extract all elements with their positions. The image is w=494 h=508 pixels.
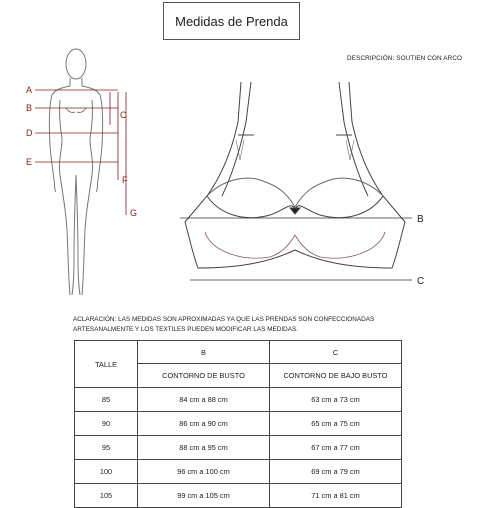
b-subheader: CONTORNO DE BUSTO (138, 364, 270, 388)
label-a: A (26, 85, 33, 95)
talle-cell: 90 (75, 412, 138, 436)
table-row (75, 460, 402, 484)
bra-illustration (185, 82, 405, 268)
bust-cell: 86 cm a 90 cm (138, 412, 270, 436)
bust-cell: 99 cm a 105 cm (138, 484, 270, 508)
talle-cell: 85 (75, 388, 138, 412)
talle-cell: 105 (75, 484, 138, 508)
talle-cell: 95 (75, 436, 138, 460)
underbust-cell: 69 cm a 79 cm (270, 460, 402, 484)
clarification-note: ACLARACIÓN: LAS MEDIDAS SON APROXIMADAS YA QUE LAS PRENDAS SON CONFECCIONADAS ARTESANALMENTE Y LOS TEXTILES PUEDEN MODIFICAR LAS MEDIDAS. (73, 316, 375, 333)
underbust-cell: 65 cm a 75 cm (270, 412, 402, 436)
talle-header: TALLE (75, 341, 138, 388)
label-d: D (26, 128, 33, 138)
bust-cell: 84 cm a 88 cm (138, 388, 270, 412)
bra-measure-lines (180, 218, 412, 280)
bust-cell: 88 cm a 95 cm (138, 436, 270, 460)
measurement-figure (0, 38, 494, 313)
table-row (75, 388, 402, 412)
body-letter-labels (26, 85, 137, 218)
measurement-lines (35, 90, 126, 215)
label-g: G (130, 208, 138, 218)
body-silhouette (49, 49, 102, 295)
underbust-cell: 67 cm a 77 cm (270, 436, 402, 460)
label-f: F (122, 175, 128, 185)
label-b: B (26, 103, 33, 113)
underbust-cell: 71 cm a 81 cm (270, 484, 402, 508)
talle-cell: 100 (75, 460, 138, 484)
bust-cell: 96 cm a 100 cm (138, 460, 270, 484)
table-row (75, 484, 402, 508)
label-e: E (26, 157, 33, 167)
c-header: C (270, 341, 402, 364)
label-c: C (120, 110, 127, 120)
underbust-cell: 63 cm a 73 cm (270, 388, 402, 412)
size-table (74, 340, 402, 508)
bra-label-c: C (417, 276, 425, 287)
table-row (75, 412, 402, 436)
b-header: B (138, 341, 270, 364)
page-title: Medidas de Prenda (163, 2, 300, 40)
c-subheader: CONTORNO DE BAJO BUSTO (270, 364, 402, 388)
product-description: DESCRIPCIÓN: SOUTIEN CON ARCO (347, 55, 463, 62)
table-row (75, 436, 402, 460)
bra-label-b: B (417, 214, 424, 225)
